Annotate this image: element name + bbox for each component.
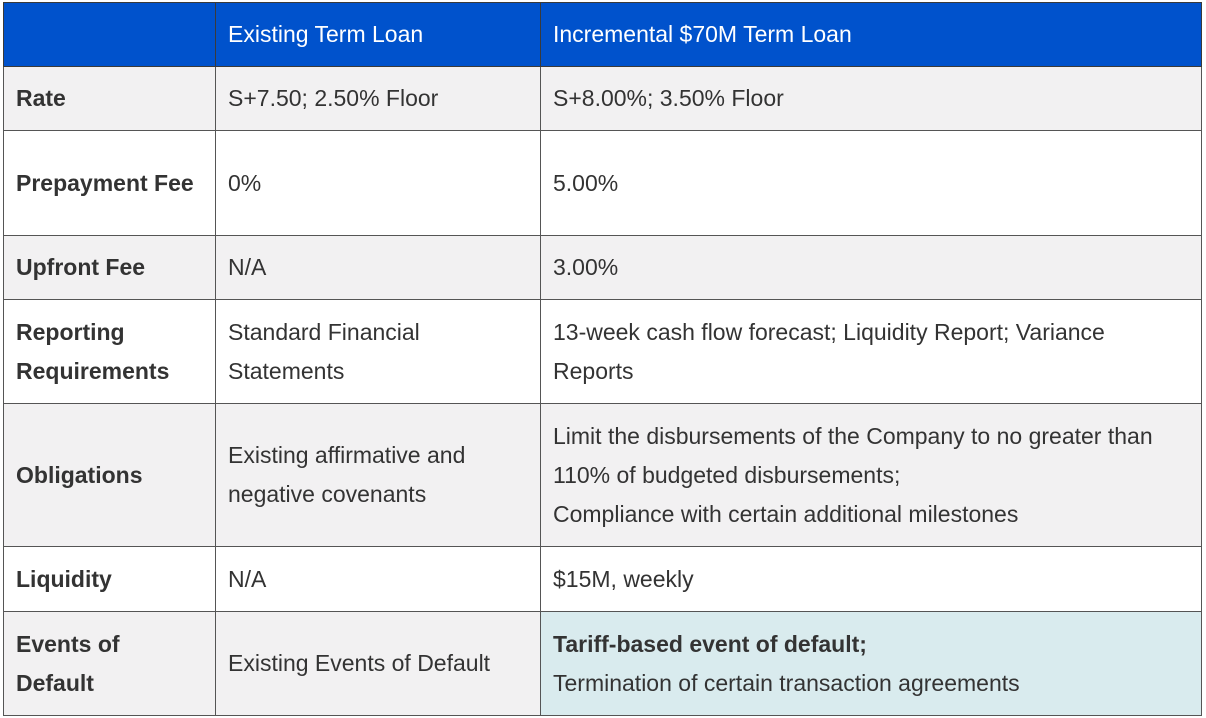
row-label: Prepayment Fee — [4, 131, 216, 236]
row-label: Rate — [4, 67, 216, 131]
incremental-value — [541, 404, 1202, 547]
table-row-liquidity — [4, 547, 1202, 612]
loan-terms-table — [3, 2, 1202, 716]
table-row-obligations — [4, 404, 1202, 547]
header-corner-cell — [4, 3, 216, 67]
row-label: Reporting Requirements — [4, 300, 216, 404]
existing-value: Existing Events of Default — [216, 612, 541, 716]
table-header-row — [4, 3, 1202, 67]
incremental-value-line: Limit the disbursements of the Company to no greater than 110% of budgeted disbursements; — [553, 422, 1153, 488]
existing-value: Standard Financial Statements — [216, 300, 541, 404]
existing-value: S+7.50; 2.50% Floor — [216, 67, 541, 131]
existing-value: 0% — [216, 131, 541, 236]
table-row-rate — [4, 67, 1202, 131]
row-label: Events of Default — [4, 612, 216, 716]
incremental-value-line: Termination of certain transaction agreements — [553, 669, 1020, 696]
incremental-value: S+8.00%; 3.50% Floor — [541, 67, 1202, 131]
incremental-value: $15M, weekly — [541, 547, 1202, 612]
existing-value: Existing affirmative and negative covenants — [216, 404, 541, 547]
row-label: Upfront Fee — [4, 236, 216, 300]
header-incremental-term-loan: Incremental $70M Term Loan — [541, 3, 1202, 67]
incremental-value: 5.00% — [541, 131, 1202, 236]
table-row-prepayment-fee — [4, 131, 1202, 236]
incremental-value: 3.00% — [541, 236, 1202, 300]
table-row-upfront-fee — [4, 236, 1202, 300]
row-label: Obligations — [4, 404, 216, 547]
table-row-reporting-requirements — [4, 300, 1202, 404]
existing-value: N/A — [216, 547, 541, 612]
existing-value: N/A — [216, 236, 541, 300]
table-row-events-of-default — [4, 612, 1202, 716]
incremental-value-line-bold: Tariff-based event of default; — [553, 630, 867, 657]
incremental-value-line: Compliance with certain additional milestones — [553, 500, 1019, 527]
incremental-value: 13-week cash flow forecast; Liquidity Report; Variance Reports — [541, 300, 1202, 404]
header-existing-term-loan: Existing Term Loan — [216, 3, 541, 67]
incremental-value-highlighted — [541, 612, 1202, 716]
row-label: Liquidity — [4, 547, 216, 612]
